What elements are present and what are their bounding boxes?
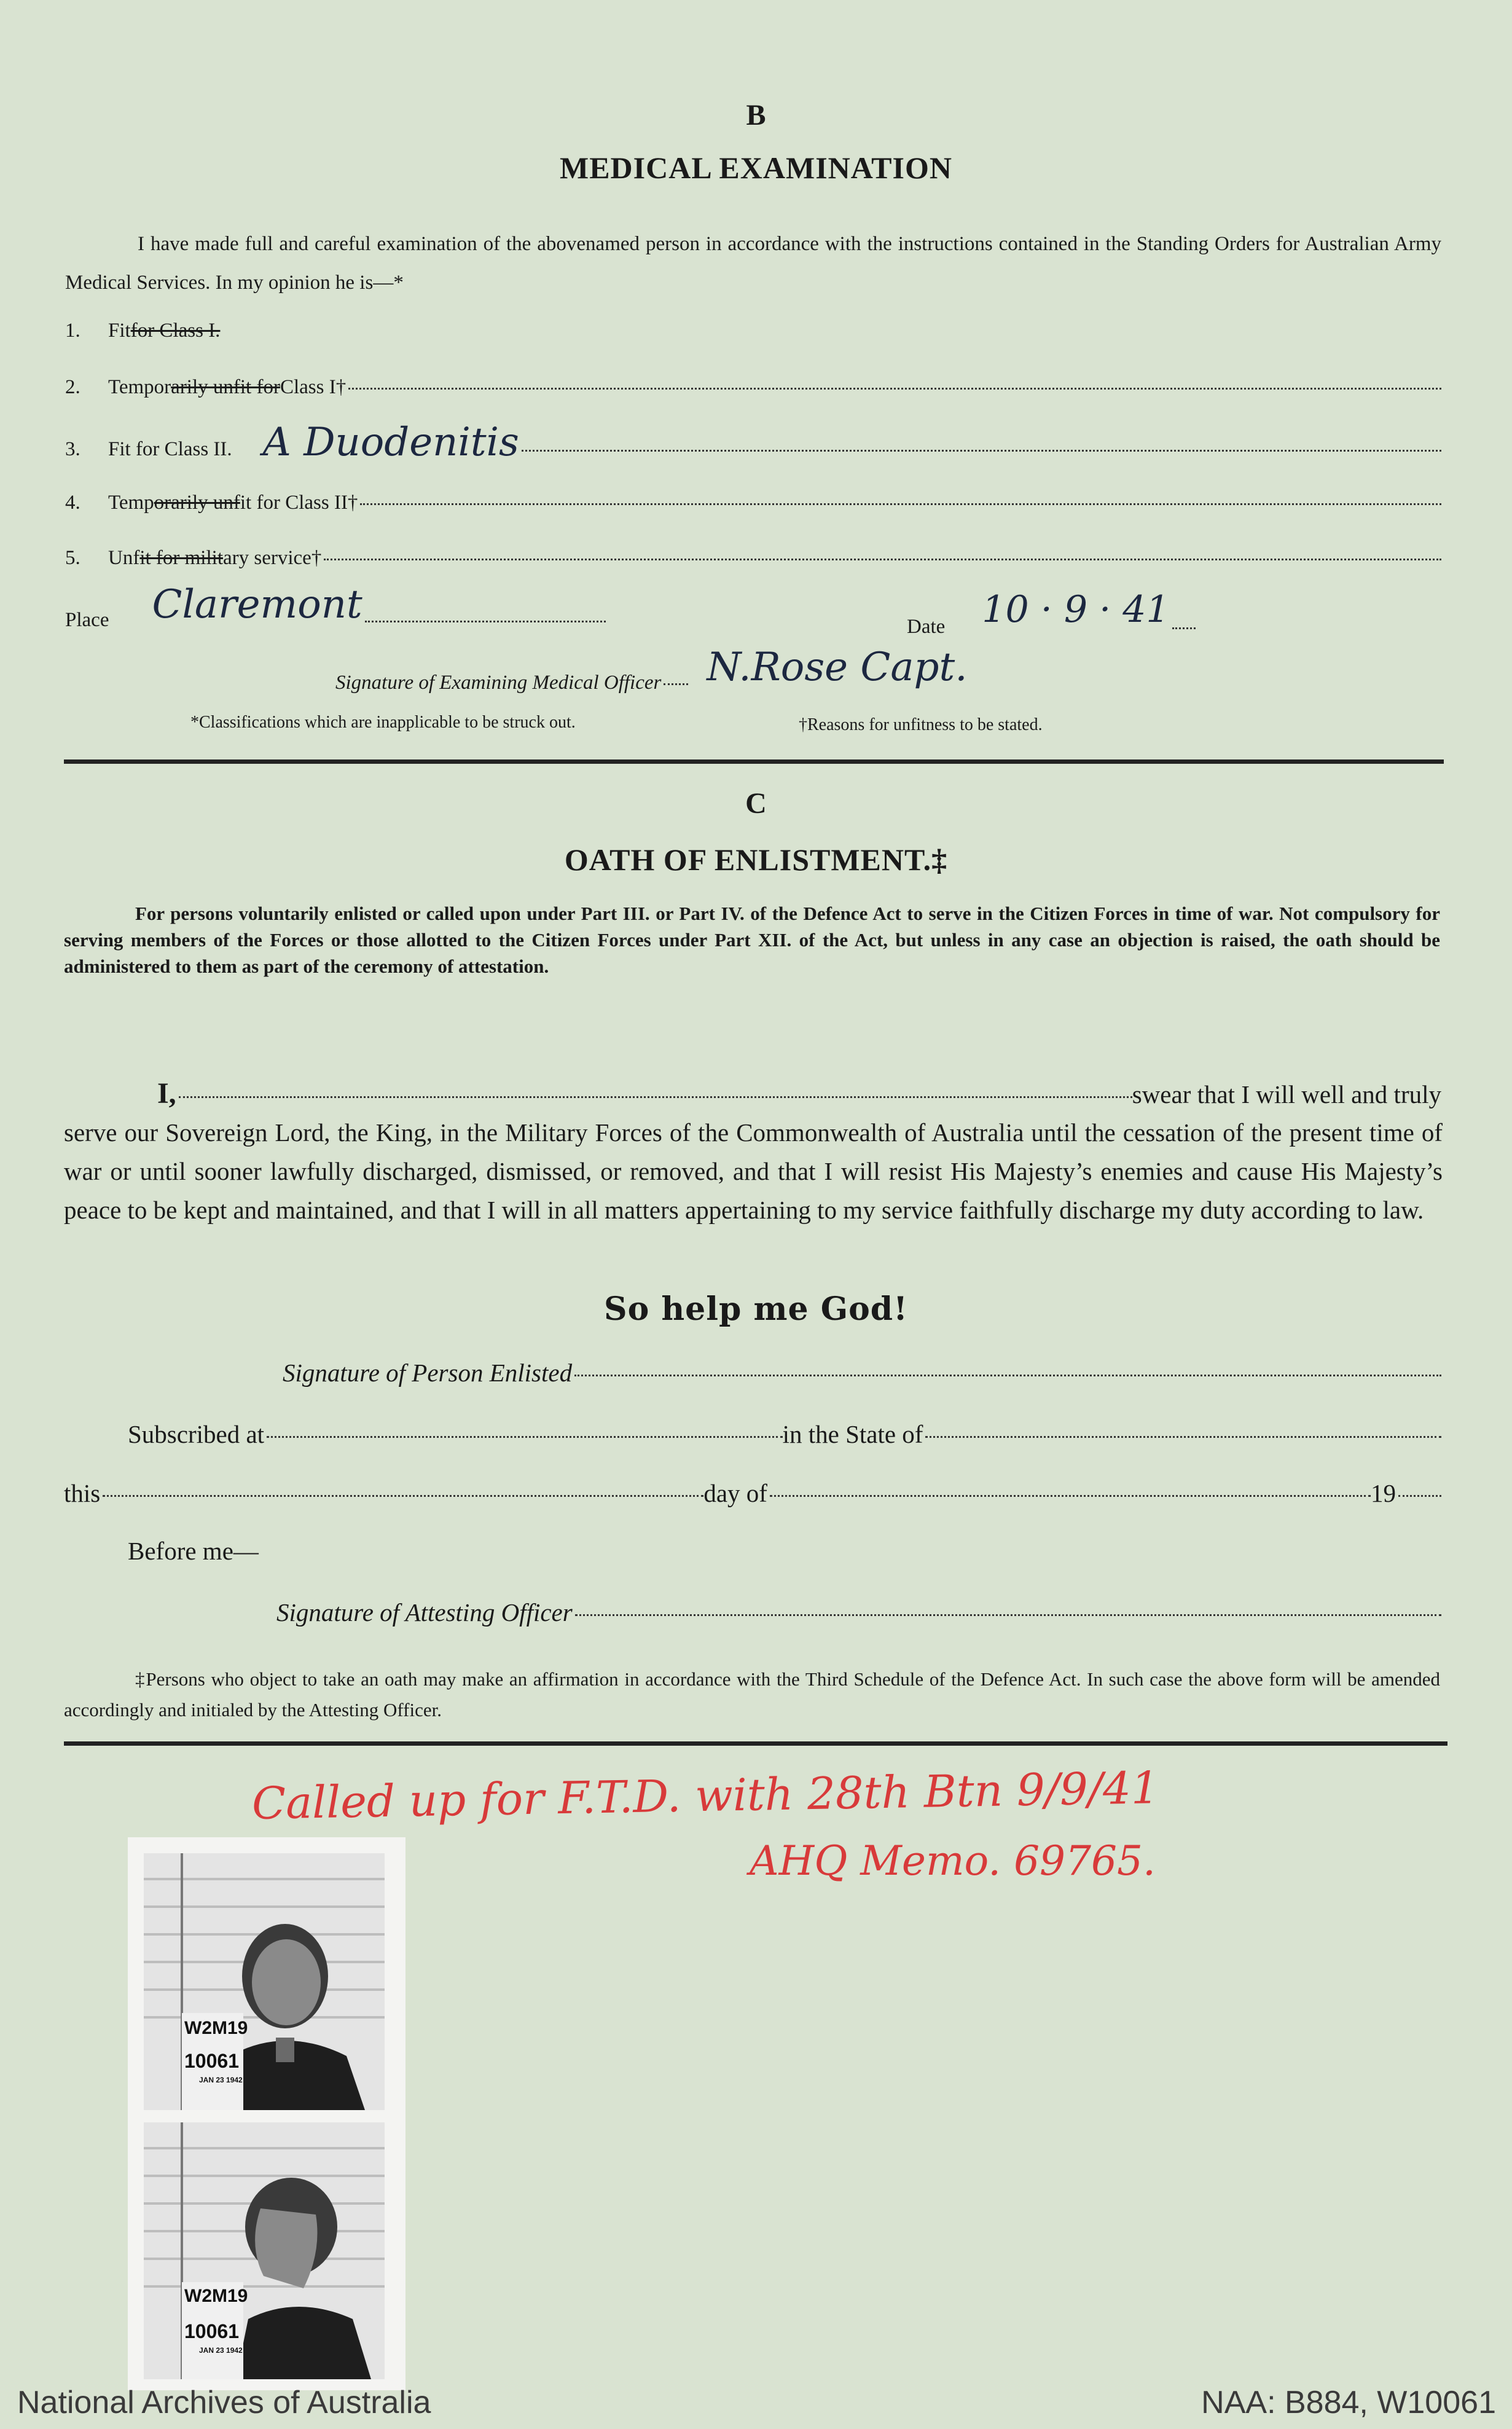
oath-intro: For persons voluntarily enlisted or called upon under Part III. or Part IV. of the Defence Act to serve in the Citizen Forces in time of war. Not compulsory for serving members of the Forces or those allotted to the Citizen Forces under Part XII. of the Act, but unless in any case an objection is raised, the oath should be administered to them as part of the ceremony of attestation.	[64, 903, 1440, 977]
class-item-5: 5. Unf it for milit ary service†	[65, 547, 1441, 570]
class-item-1: 1. Fit for Class I.	[65, 320, 221, 342]
class-item-2: 2. Tempor arily unfit for Class I†	[65, 376, 1441, 399]
item-5-fill-line	[324, 559, 1441, 560]
photo-front-date: JAN 23 1942	[199, 2076, 243, 2084]
item-3-handwritten-diagnosis: A Duodenitis	[262, 420, 519, 465]
medical-intro: I have made full and careful examination of the abovenamed person in accordance with the instructions contained in the Standing Orders for Australian Army Medical Services. In my opinion he is—*	[65, 233, 1441, 294]
medical-officer-signature: N.Rose Capt.	[707, 645, 968, 690]
day-fill-line	[103, 1495, 703, 1497]
red-annotation-line-2: AHQ Memo. 69765.	[750, 1837, 1156, 1885]
subscribed-field: Subscribed at in the State of	[128, 1419, 1441, 1449]
date-handwritten: 10 · 9 · 41	[982, 588, 1170, 631]
attesting-officer-fill-line	[575, 1614, 1441, 1616]
place-handwritten: Claremont	[152, 582, 362, 627]
photo-profile-date: JAN 23 1942	[199, 2346, 243, 2355]
date-fill-line	[1172, 627, 1196, 629]
state-fill-line	[925, 1436, 1441, 1438]
date-field: Date 10 · 9 · 41	[907, 608, 1196, 638]
section-c-letter: C	[745, 787, 767, 820]
oath-text: serve our Sovereign Lord, the King, in the Military Forces of the Commonwealth of Australia until the cessation of the present time of war or until sooner lawfully discharged, dismissed, or removed, and that I will resist His Majesty’s enemies and cause His Majesty’s peace to be kept and maintained, and that I will in all matters appertaining to my service faithfully discharge my duty according to law.	[64, 1118, 1443, 1224]
year-fill-line	[1398, 1495, 1441, 1497]
footer-archive-name: National Archives of Australia	[17, 2385, 431, 2420]
item-2-fill-line	[348, 388, 1441, 390]
section-b-title: MEDICAL EXAMINATION	[560, 151, 952, 185]
section-divider-1	[64, 759, 1444, 764]
item-3-fill-line	[522, 450, 1441, 452]
section-divider-2	[64, 1741, 1447, 1746]
section-b-letter: B	[746, 99, 766, 131]
photo-profile-board-id: W2M19	[184, 2286, 248, 2306]
photo-front-board-id: W2M19	[184, 2018, 248, 2038]
before-me: Before me—	[128, 1537, 259, 1565]
so-help-me-god: So help me God!	[604, 1290, 908, 1328]
person-enlisted-fill-line	[574, 1375, 1441, 1376]
item-4-fill-line	[360, 503, 1441, 505]
month-fill-line	[770, 1495, 1371, 1497]
class-item-3: 3. Fit for Class II. A Duodenitis	[65, 430, 1441, 461]
red-annotation-line-1: Called up for F.T.D. with 28th Btn 9/9/41	[251, 1762, 1160, 1829]
id-photo-profile	[144, 2122, 385, 2379]
place-fill-line	[365, 621, 606, 622]
date-day-field: this day of 19	[64, 1478, 1441, 1508]
person-enlisted-signature-field: Signature of Person Enlisted	[283, 1358, 1441, 1387]
section-c-title: OATH OF ENLISTMENT.‡	[564, 842, 948, 877]
subscribed-fill-line	[267, 1436, 783, 1438]
footnote-classifications: *Classifications which are inapplicable to be struck out.	[190, 713, 576, 732]
oath-name-line: I, swear that I will well and truly	[157, 1077, 1441, 1110]
id-photo-strip	[128, 1837, 405, 2390]
place-field: Place Claremont	[65, 601, 606, 632]
class-item-4: 4. Temp orarily unf it for Class II†	[65, 492, 1441, 514]
photo-profile-number: 10061	[184, 2320, 239, 2342]
footnote-reasons: †Reasons for unfitness to be stated.	[799, 715, 1043, 734]
id-photo-front	[144, 1853, 385, 2110]
medical-officer-signature-field: Signature of Examining Medical Officer N.Rose Capt.	[335, 645, 968, 694]
oath-name-fill-line	[179, 1096, 1132, 1098]
photo-front-number: 10061	[184, 2050, 239, 2072]
oath-footnote: ‡Persons who object to take an oath may make an affirmation in accordance with the Third Schedule of the Defence Act. In such case the above form will be amended accordingly and initialed by the Attesting Officer.	[64, 1668, 1440, 1721]
footer-reference: NAA: B884, W10061	[1201, 2385, 1496, 2420]
attesting-officer-signature-field: Signature of Attesting Officer	[276, 1598, 1441, 1627]
